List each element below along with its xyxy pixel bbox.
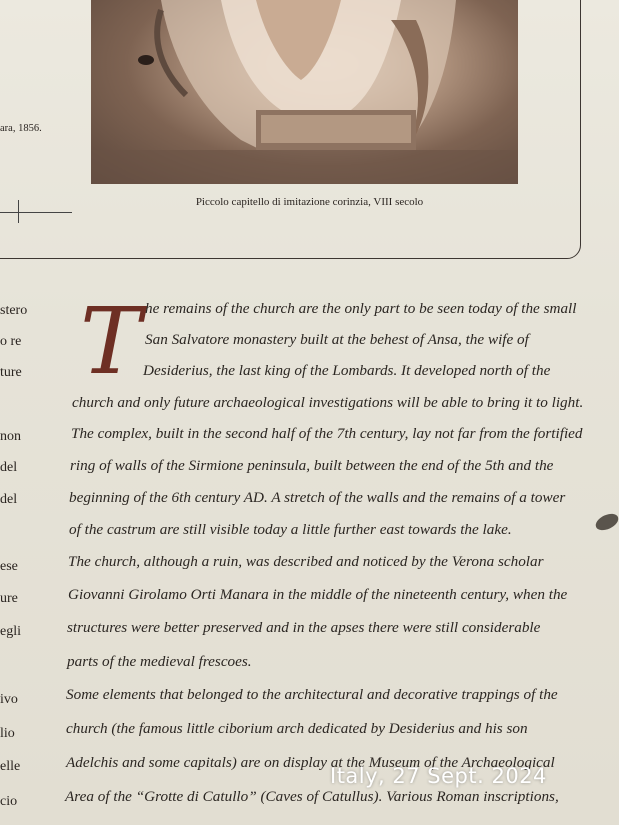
photo-caption: Piccolo capitello di imitazione corinzia, VIII secolo xyxy=(195,196,424,208)
surface-mark xyxy=(593,511,619,534)
text-line: ring of walls of the Sirmione peninsula, built between the end of the 5th and the xyxy=(70,457,554,474)
left-fragment: lio xyxy=(0,726,15,741)
left-fragment: cio xyxy=(0,794,18,809)
text-line: The complex, built in the second half of the 7th century, lay not far from the fortified xyxy=(71,425,583,442)
left-fragment: o re xyxy=(0,334,22,349)
left-fragment: stero xyxy=(0,303,28,318)
text-line: Some elements that belonged to the architectural and decorative trappings of the xyxy=(66,686,558,703)
capital-photo xyxy=(91,0,518,184)
left-caption: ara, 1856. xyxy=(0,123,42,134)
left-fragment: ure xyxy=(0,591,18,606)
text-line: structures were better preserved and in the apses there were still considerable xyxy=(67,619,541,636)
divider-line xyxy=(0,212,72,213)
left-fragment: non xyxy=(0,429,21,444)
text-line: parts of the medieval frescoes. xyxy=(67,653,252,670)
left-fragment: del xyxy=(0,460,18,475)
text-line: Area of the “Grotte di Catullo” (Caves of Catullus). Various Roman inscriptions, xyxy=(65,788,559,805)
text-line: Adelchis and some capitals) are on display at the Museum of the Archaeological xyxy=(66,754,555,771)
text-line: beginning of the 6th century AD. A stretch of the walls and the remains of a tower xyxy=(69,489,566,506)
text-line: church and only future archaeological investigations will be able to bring it to light. xyxy=(72,394,584,411)
text-line: San Salvatore monastery built at the behest of Ansa, the wife of xyxy=(145,331,529,348)
date-watermark: Italy, 27 Sept. 2024 xyxy=(330,764,547,788)
left-fragment: elle xyxy=(0,759,21,774)
left-fragment: ivo xyxy=(0,692,18,707)
left-fragment: egli xyxy=(0,624,21,639)
left-fragment: ture xyxy=(0,365,22,380)
text-line: he remains of the church are the only part to be seen today of the small xyxy=(145,300,577,317)
text-line: church (the famous little ciborium arch dedicated by Desiderius and his son xyxy=(66,720,528,737)
left-fragment: ese xyxy=(0,559,18,574)
left-fragment: del xyxy=(0,492,18,507)
text-line: of the castrum are still visible today a little further east towards the lake. xyxy=(69,521,512,538)
text-line: Giovanni Girolamo Orti Manara in the middle of the nineteenth century, when the xyxy=(68,586,568,603)
text-line: Desiderius, the last king of the Lombards. It developed north of the xyxy=(143,362,551,379)
text-line: The church, although a ruin, was described and noticed by the Verona scholar xyxy=(68,553,544,570)
drop-cap: T xyxy=(80,288,142,395)
